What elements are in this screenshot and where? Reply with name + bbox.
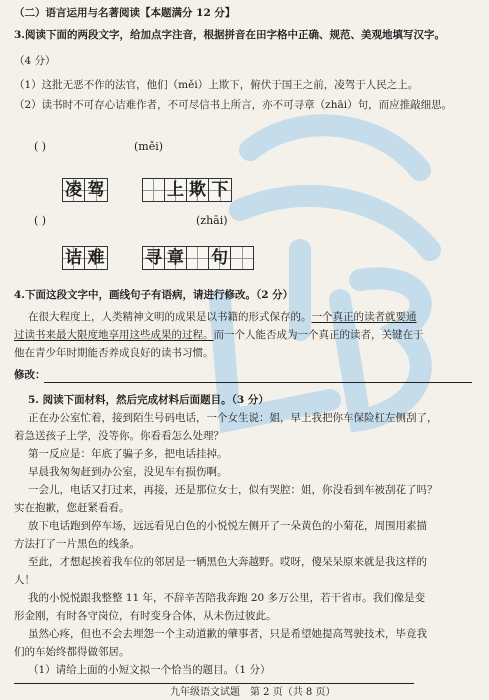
grid-cell: 诘 <box>63 247 85 269</box>
tianzige-row2-a <box>62 246 108 270</box>
q5-line: 方法打了一片黑色的线条。 <box>14 538 140 550</box>
grid-cell <box>231 247 253 269</box>
pinyin-zhai: (zhāi) <box>196 214 228 227</box>
q5-line: 至此，才想起挨着我车位的邻居是一辆黑色大奔越野。哎呀，傻呆呆原来就是我这样的 <box>28 556 427 568</box>
page-footer: 九年级语文试题 第 2 页（共 8 页） <box>170 687 336 698</box>
q5-line: 正在办公室忙着，接到陌生号码电话，一个女生说：姐，早上我把你车保险杠左侧刮了， <box>28 412 438 424</box>
q3-stem: 3.阅读下面的两段文字，给加点字注音，根据拼音在田字格中正确、规范、美观地填写汉字。 <box>14 29 445 41</box>
q5-line: 第一反应是：年底了骗子多，把电话挂掉。 <box>28 448 228 460</box>
revise-label: 修改： <box>14 369 46 381</box>
grid-cell-blank[interactable] <box>187 247 209 269</box>
q5-line: 放下电话跑到停车场，远远看见白色的小悦悦左侧开了一朵黄色的小菊花，周围用素描 <box>28 520 427 532</box>
q5-line: 着急送孩子上学，没等你。你看看怎么处理？ <box>14 430 224 442</box>
grid-cell: 章 <box>165 247 187 269</box>
grid-cell: 欺 <box>187 179 209 201</box>
underlined-sentence: 一个真正的读者就要通 <box>311 311 417 323</box>
answer-blank-1: ( ) <box>34 140 47 153</box>
underlined-sentence: 过读书来最大限度地享用这些成果的过程。 <box>14 329 214 341</box>
q5-line: 实在抱歉，您赶紧看看。 <box>14 502 130 514</box>
q4-paragraph-line-2: 过读书来最大限度地享用这些成果的过程。而一个人能否成为一个真正的读者，关键在于 <box>14 329 424 341</box>
q5-line: 我的小悦悦跟我整整 11 年，不辞辛苦陪我奔跑 20 多万公里，若干省市。我们像是变 <box>28 592 426 604</box>
tianzige-row1-b <box>142 178 232 202</box>
section-header: （二）语言运用与名著阅读【本题满分 12 分】 <box>14 7 236 19</box>
grid-cell: 难 <box>85 247 107 269</box>
answer-blank-2: ( ) <box>34 214 47 227</box>
q5-line: 人！ <box>14 574 35 586</box>
q5-line: 们的车始终都得做邻居。 <box>14 646 130 658</box>
grid-cell: 上 <box>165 179 187 201</box>
grid-cell: 下 <box>209 179 231 201</box>
q5-line: 虽然心疼，但也不会去埋怨一个主动道歉的肇事者，只是希望她提高驾驶技术，毕竟我 <box>28 628 427 640</box>
q4-stem: 4.下面这段文字中，画线句子有语病，请进行修改。（2 分） <box>14 289 294 301</box>
q4-paragraph-line-1: 在很大程度上，人类精神文明的成果是以书籍的形式保存的。一个真正的读者就要通 <box>28 311 417 323</box>
q3-sentence-1: （1）这批无恶不作的法官，他们（měi）上欺下，俯伏于国王之前，凌驾于人民之上。 <box>14 79 419 91</box>
tianzige-row2-b <box>142 246 254 270</box>
revise-answer-line[interactable] <box>44 382 472 383</box>
answer-line[interactable] <box>14 683 414 684</box>
q5-line: 形金刚，有时各守岗位，有时变身合体，从未伤过彼此。 <box>14 610 277 622</box>
q5-line: 早晨我匆匆赶到办公室，没见车有损伤啊。 <box>28 466 228 478</box>
q3-score: （4 分） <box>14 55 56 67</box>
q5-sub-question-1: （1）请给上面的小短文拟一个恰当的题目。（1 分） <box>28 664 271 676</box>
grid-cell: 句 <box>209 247 231 269</box>
q4-paragraph-line-3: 他在青少年时期能否养成良好的读书习惯。 <box>14 347 214 359</box>
q5-stem: 5. 阅读下面材料，然后完成材料后面题目。（3 分） <box>28 394 269 406</box>
grid-cell: 寻 <box>143 247 165 269</box>
grid-cell: 凌 <box>63 179 85 201</box>
pinyin-mei: (měi) <box>134 140 164 153</box>
grid-cell-blank[interactable] <box>143 179 165 201</box>
grid-cell: 驾 <box>85 179 107 201</box>
q5-line: 一会儿，电话又打过来，再接，还是那位女士，似有哭腔：姐，你没看到车被刮花了吗？ <box>28 484 438 496</box>
tianzige-row1-a <box>62 178 108 202</box>
q3-sentence-2: （2）读书时不可存心诘难作者，不可尽信书上所言，亦不可寻章（zhāi）句，而应推敲细思。 <box>14 99 453 111</box>
